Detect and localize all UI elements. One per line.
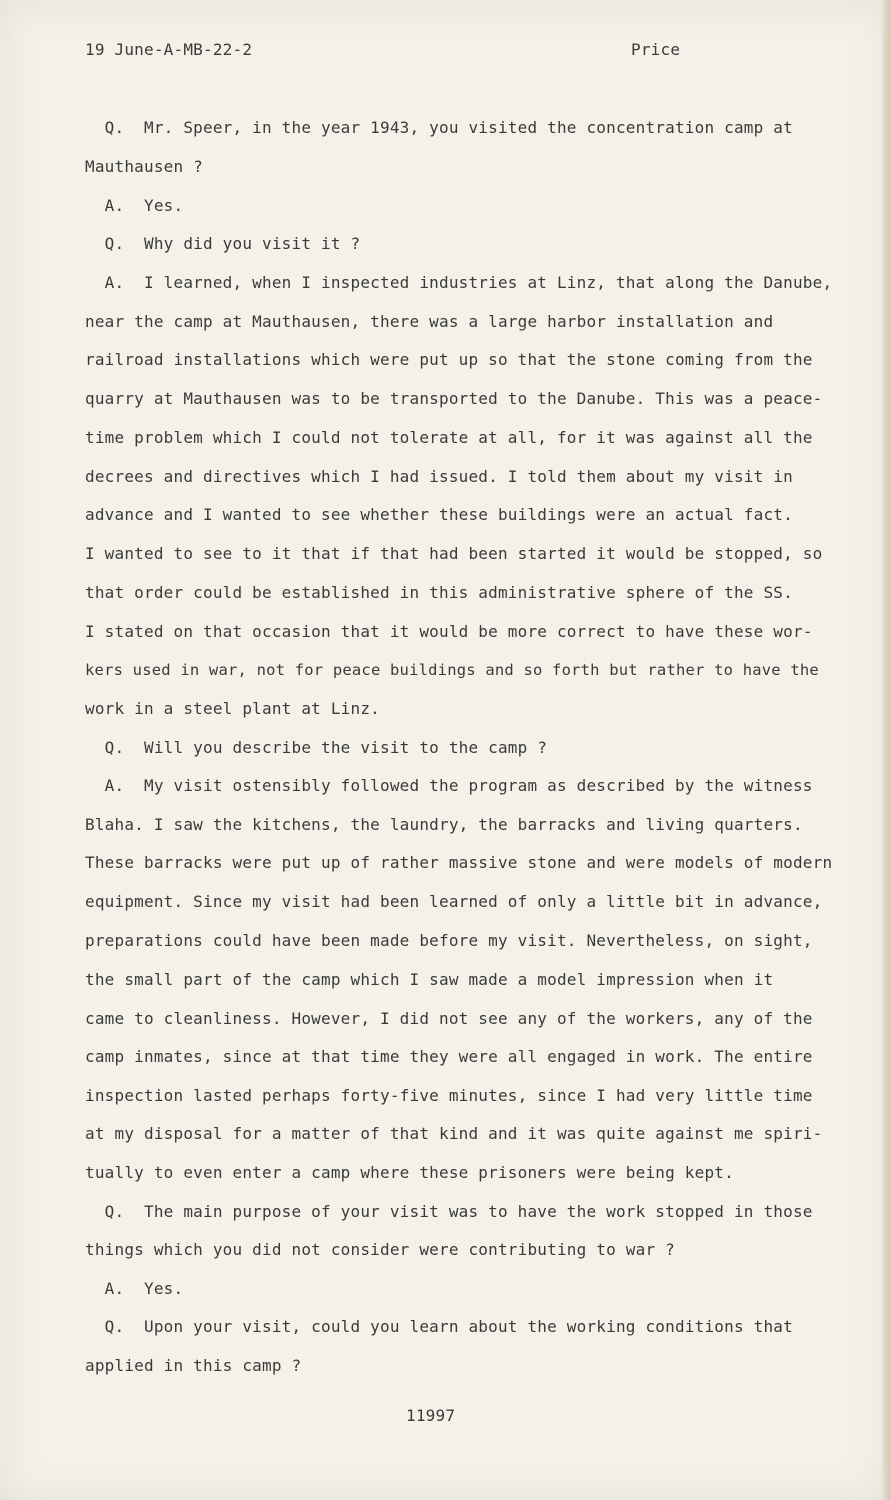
- transcript-line: These barracks were put up of rather massive stone and were models of modern: [85, 853, 833, 872]
- transcript-line: inspection lasted perhaps forty-five minutes, since I had very little time: [85, 1086, 813, 1105]
- document-reference: 19 June-A-MB-22-2: [85, 40, 253, 59]
- transcript-line: at my disposal for a matter of that kind and it was quite against me spiri-: [85, 1124, 823, 1143]
- transcript-line: Mauthausen ?: [85, 157, 203, 176]
- transcript-line: Q. Will you describe the visit to the camp ?: [85, 738, 548, 757]
- transcript-line: I stated on that occasion that it would be more correct to have these wor-: [85, 622, 813, 641]
- transcript-line: decrees and directives which I had issued. I told them about my visit in: [85, 467, 793, 486]
- transcript-line: things which you did not consider were contributing to war ?: [85, 1240, 675, 1259]
- transcript-line: time problem which I could not tolerate at all, for it was against all the: [85, 428, 813, 447]
- transcript-line: I wanted to see to it that if that had been started it would be stopped, so: [85, 544, 823, 563]
- transcript-line: applied in this camp ?: [85, 1356, 302, 1375]
- transcript-line: A. Yes.: [85, 196, 184, 215]
- transcript-line: equipment. Since my visit had been learned of only a little bit in advance,: [85, 892, 823, 911]
- transcript-line: advance and I wanted to see whether these buildings were an actual fact.: [85, 505, 793, 524]
- reporter-name: Price: [631, 40, 681, 59]
- transcript-line: preparations could have been made before my visit. Nevertheless, on sight,: [85, 931, 813, 950]
- transcript-line: A. Yes.: [85, 1279, 184, 1298]
- transcript-line: railroad installations which were put up so that the stone coming from the: [85, 350, 813, 369]
- transcript-line: the small part of the camp which I saw made a model impression when it: [85, 970, 774, 989]
- transcript-line: quarry at Mauthausen was to be transported to the Danube. This was a peace-: [85, 389, 823, 408]
- transcript-line: A. I learned, when I inspected industries at Linz, that along the Danube,: [85, 273, 833, 292]
- transcript-line: tually to even enter a camp where these prisoners were being kept.: [85, 1163, 734, 1182]
- transcript-line: Q. The main purpose of your visit was to have the work stopped in those: [85, 1202, 813, 1221]
- transcript-line: near the camp at Mauthausen, there was a large harbor installation and: [85, 312, 774, 331]
- transcript-line: that order could be established in this administrative sphere of the SS.: [85, 583, 793, 602]
- paper-edge: [882, 0, 890, 1500]
- transcript-line: work in a steel plant at Linz.: [85, 699, 380, 718]
- transcript-line: Q. Why did you visit it ?: [85, 234, 361, 253]
- transcript-line: camp inmates, since at that time they were all engaged in work. The entire: [85, 1047, 813, 1066]
- transcript-line: Blaha. I saw the kitchens, the laundry, the barracks and living quarters.: [85, 815, 803, 834]
- transcript-line: Q. Upon your visit, could you learn about the working conditions that: [85, 1317, 793, 1336]
- transcript-line: came to cleanliness. However, I did not see any of the workers, any of the: [85, 1009, 813, 1028]
- page-number: 11997: [406, 1406, 456, 1425]
- transcript-line: Q. Mr. Speer, in the year 1943, you visited the concentration camp at: [85, 118, 793, 137]
- transcript-line: kers used in war, not for peace buildings and so forth but rather to have the: [85, 661, 819, 679]
- transcript-line: A. My visit ostensibly followed the program as described by the witness: [85, 776, 813, 795]
